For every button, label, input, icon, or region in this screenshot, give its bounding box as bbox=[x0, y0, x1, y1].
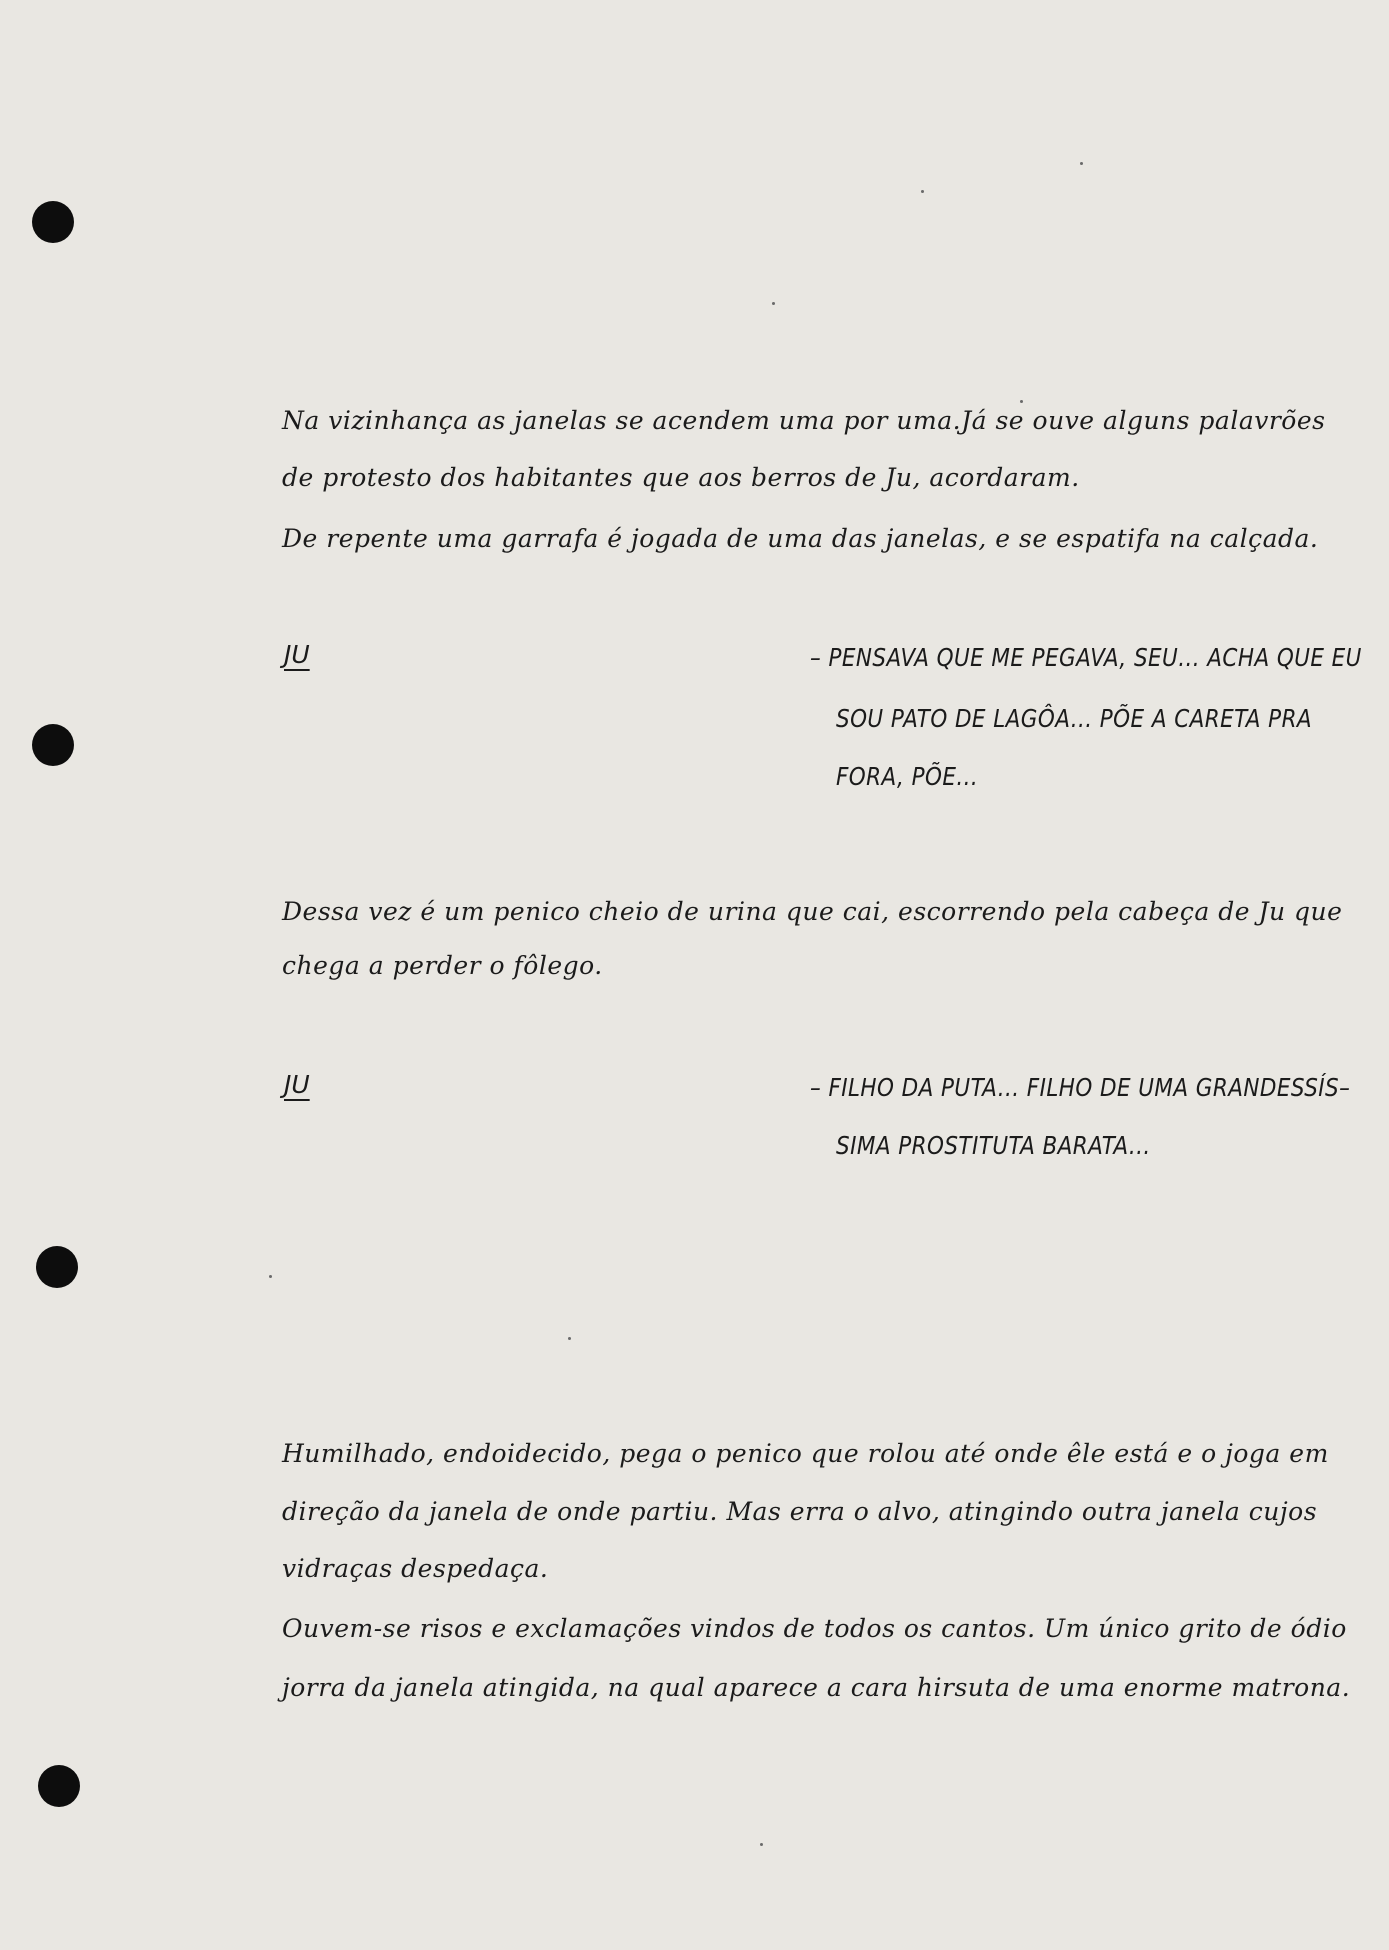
paper-speck bbox=[1080, 162, 1083, 165]
dialogue-1-line-1: – PENSAVA QUE ME PEGAVA, SEU... ACHA QUE EU bbox=[810, 643, 1362, 672]
dialogue-2-line-1: – FILHO DA PUTA... FILHO DE UMA GRANDESSÍS– bbox=[810, 1073, 1351, 1102]
paper-speck bbox=[921, 190, 924, 193]
dialogue-1-speaker: JU bbox=[284, 640, 310, 669]
paper-speck bbox=[772, 302, 775, 305]
binder-hole-1 bbox=[32, 201, 74, 243]
narration-1-line-1: Na vizinhança as janelas se acendem uma por uma.Já se ouve alguns palavrões bbox=[282, 406, 1326, 435]
narration-3-line-1: Humilhado, endoidecido, pega o penico que rolou até onde êle está e o joga em bbox=[282, 1439, 1329, 1468]
paper-speck bbox=[1020, 400, 1023, 403]
narration-3-line-2: direção da janela de onde partiu. Mas erra o alvo, atingindo outra janela cujos bbox=[282, 1497, 1318, 1526]
narration-2-line-1: Dessa vez é um penico cheio de urina que cai, escorrendo pela cabeça de Ju que bbox=[282, 897, 1343, 926]
narration-2-line-2: chega a perder o fôlego. bbox=[282, 951, 603, 980]
narration-1-line-3: De repente uma garrafa é jogada de uma das janelas, e se espatifa na calçada. bbox=[282, 524, 1319, 553]
dialogue-1-line-3: FORA, PÕE... bbox=[836, 762, 979, 791]
narration-3-line-4: Ouvem-se risos e exclamações vindos de todos os cantos. Um único grito de ódio bbox=[282, 1614, 1347, 1643]
binder-hole-2 bbox=[32, 724, 74, 766]
paper-speck bbox=[269, 1275, 272, 1278]
narration-1-line-2: de protesto dos habitantes que aos berros de Ju, acordaram. bbox=[282, 463, 1080, 492]
dialogue-2-line-2: SIMA PROSTITUTA BARATA... bbox=[836, 1131, 1151, 1160]
paper-speck bbox=[760, 1843, 763, 1846]
narration-3-line-5: jorra da janela atingida, na qual aparece a cara hirsuta de uma enorme matrona. bbox=[282, 1673, 1351, 1702]
binder-hole-4 bbox=[38, 1765, 80, 1807]
paper-speck bbox=[568, 1337, 571, 1340]
narration-3-line-3: vidraças despedaça. bbox=[282, 1554, 549, 1583]
binder-hole-3 bbox=[36, 1246, 78, 1288]
dialogue-1-line-2: SOU PATO DE LAGÔA... PÕE A CARETA PRA bbox=[836, 704, 1313, 733]
dialogue-2-speaker: JU bbox=[284, 1070, 310, 1099]
